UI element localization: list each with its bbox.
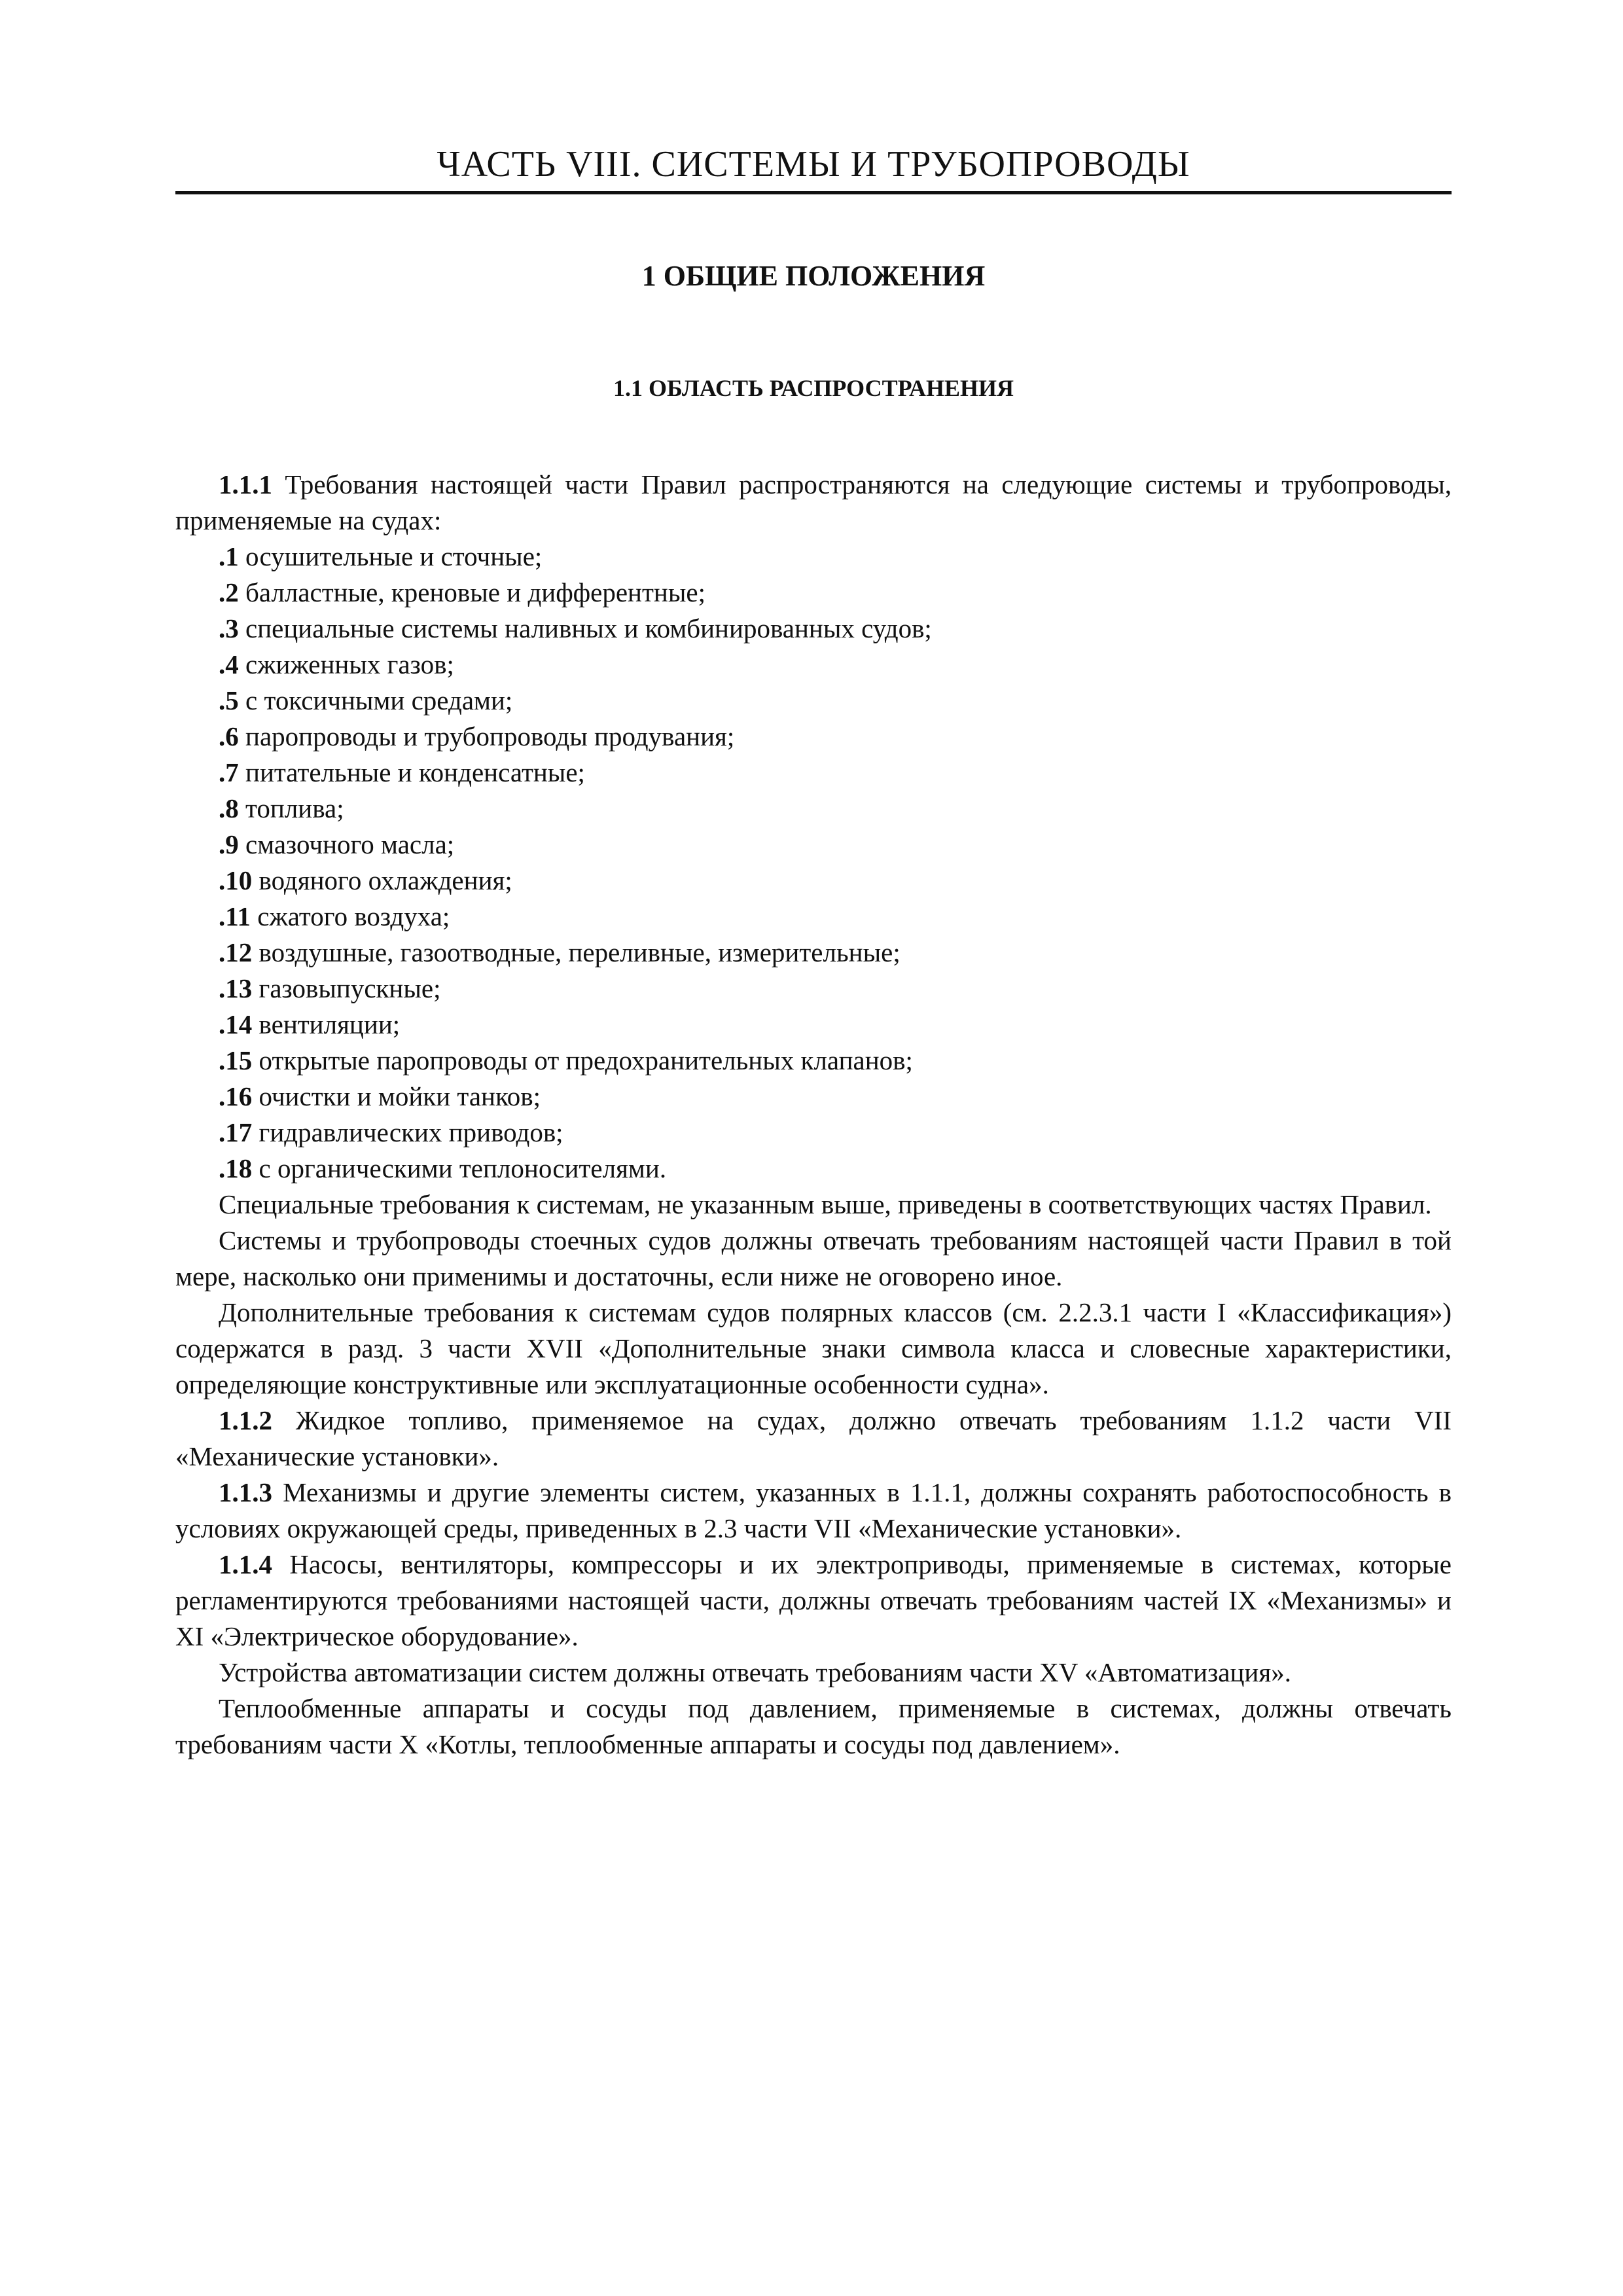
list-item bbox=[175, 755, 1452, 791]
list-item-text: паропроводы и трубопроводы продувания; bbox=[238, 721, 735, 751]
list-item bbox=[175, 1079, 1452, 1115]
paragraph-1-1-3 bbox=[175, 1475, 1452, 1547]
list-item bbox=[175, 647, 1452, 683]
list-item bbox=[175, 683, 1452, 719]
paragraph-heat-exchangers: Теплообменные аппараты и сосуды под давлением, применяемые в системах, должны отвечать требованиям части X «Котлы, теплообменные аппараты и сосуды под давлением». bbox=[175, 1693, 1452, 1759]
list-item-number: .10 bbox=[219, 865, 253, 895]
list-item-number: .17 bbox=[219, 1117, 253, 1147]
paragraph-number: 1.1.2 bbox=[219, 1405, 272, 1435]
list-item-number: .18 bbox=[219, 1153, 253, 1183]
list-item-text: с органическими теплоносителями. bbox=[252, 1153, 667, 1183]
list-item-text: воздушные, газоотводные, переливные, измерительные; bbox=[252, 937, 901, 967]
list-item-number: .3 bbox=[219, 613, 239, 643]
list-item-text: с токсичными средами; bbox=[238, 685, 513, 715]
paragraph-text: Насосы, вентиляторы, компрессоры и их электроприводы, применяемые в системах, которые регламентируются требованиями настоящей части, должны отвечать требованиям частей IX «Механизмы» и XI «Электрическое оборудование». bbox=[175, 1549, 1452, 1651]
list-item-text: осушительные и сточные; bbox=[238, 541, 543, 571]
paragraph-text: Механизмы и другие элементы систем, указанных в 1.1.1, должны сохранять работоспособность в условиях окружающей среды, приведенных в 2.3 части VII «Механические установки». bbox=[175, 1477, 1452, 1543]
list-item-number: .2 bbox=[219, 577, 239, 607]
paragraph-number: 1.1.4 bbox=[219, 1549, 272, 1579]
list-item bbox=[175, 935, 1452, 971]
body-text bbox=[175, 467, 1452, 1763]
list-item-number: .15 bbox=[219, 1045, 253, 1075]
list-item bbox=[175, 1151, 1452, 1187]
paragraph-number: 1.1.3 bbox=[219, 1477, 272, 1507]
paragraph-polar-classes: Дополнительные требования к системам судов полярных классов (см. 2.2.3.1 части I «Классификация») содержатся в разд. 3 части XVII «Дополнительные знаки символа класса и словесные характеристики, определяющие конструктивные или эксплуатационные особенности судна». bbox=[175, 1297, 1452, 1399]
list-item-text: топлива; bbox=[238, 793, 344, 823]
list-item bbox=[175, 1007, 1452, 1043]
list-item bbox=[175, 1115, 1452, 1151]
title-rule bbox=[175, 191, 1452, 194]
list-item bbox=[175, 539, 1452, 575]
section-title: 1 ОБЩИЕ ПОЛОЖЕНИЯ bbox=[641, 260, 986, 292]
list-item-text: вентиляции; bbox=[252, 1009, 401, 1039]
list-item-text: сжатого воздуха; bbox=[251, 901, 450, 931]
list-item-text: питательные и конденсатные; bbox=[238, 757, 585, 787]
paragraph-number: 1.1.1 bbox=[219, 469, 272, 499]
list-item-number: .1 bbox=[219, 541, 239, 571]
list-item-number: .14 bbox=[219, 1009, 253, 1039]
list-item bbox=[175, 863, 1452, 899]
paragraph-stationary-vessels: Системы и трубопроводы стоечных судов должны отвечать требованиям настоящей части Правил в той мере, насколько они применимы и достаточны, если ниже не оговорено иное. bbox=[175, 1225, 1452, 1291]
list-item-number: .7 bbox=[219, 757, 239, 787]
list-item bbox=[175, 791, 1452, 827]
list-item bbox=[175, 971, 1452, 1007]
list-item-number: .6 bbox=[219, 721, 239, 751]
paragraph-text: Требования настоящей части Правил распространяются на следующие системы и трубопроводы, применяемые на судах: bbox=[175, 469, 1452, 535]
part-title: ЧАСТЬ VIII. СИСТЕМЫ И ТРУБОПРОВОДЫ bbox=[437, 144, 1190, 185]
paragraph-1-1-2 bbox=[175, 1403, 1452, 1475]
list-item-number: .4 bbox=[219, 649, 239, 679]
list-item bbox=[175, 575, 1452, 611]
list-item-number: .13 bbox=[219, 973, 253, 1003]
list-item-text: балластные, креновые и дифферентные; bbox=[238, 577, 705, 607]
list-item-number: .9 bbox=[219, 829, 239, 859]
list-item bbox=[175, 611, 1452, 647]
list-item bbox=[175, 827, 1452, 863]
list-item-text: водяного охлаждения; bbox=[252, 865, 512, 895]
list-item-number: .12 bbox=[219, 937, 253, 967]
paragraph-automation: Устройства автоматизации систем должны отвечать требованиям части XV «Автоматизация». bbox=[219, 1657, 1291, 1687]
list-item-text: специальные системы наливных и комбинированных судов; bbox=[238, 613, 932, 643]
paragraph-1-1-1 bbox=[175, 467, 1452, 539]
list-item-text: смазочного масла; bbox=[238, 829, 455, 859]
list-item-text: открытые паропроводы от предохранительных клапанов; bbox=[252, 1045, 913, 1075]
list-item bbox=[175, 1043, 1452, 1079]
list-item-number: .16 bbox=[219, 1081, 253, 1111]
paragraph-1-1-4 bbox=[175, 1547, 1452, 1655]
list-item-text: очистки и мойки танков; bbox=[252, 1081, 541, 1111]
list-item bbox=[175, 899, 1452, 935]
list-item-number: .8 bbox=[219, 793, 239, 823]
list-item-number: .11 bbox=[219, 901, 251, 931]
list-item-text: гидравлических приводов; bbox=[252, 1117, 563, 1147]
list-item bbox=[175, 719, 1452, 755]
subsection-title: 1.1 ОБЛАСТЬ РАСПРОСТРАНЕНИЯ bbox=[613, 375, 1014, 401]
list-item-text: сжиженных газов; bbox=[238, 649, 454, 679]
paragraph-special-requirements: Специальные требования к системам, не указанным выше, приведены в соответствующих частях Правил. bbox=[219, 1189, 1432, 1219]
list-item-text: газовыпускные; bbox=[252, 973, 441, 1003]
list-item-number: .5 bbox=[219, 685, 239, 715]
paragraph-text: Жидкое топливо, применяемое на судах, должно отвечать требованиям 1.1.2 части VII «Механические установки». bbox=[175, 1405, 1452, 1471]
